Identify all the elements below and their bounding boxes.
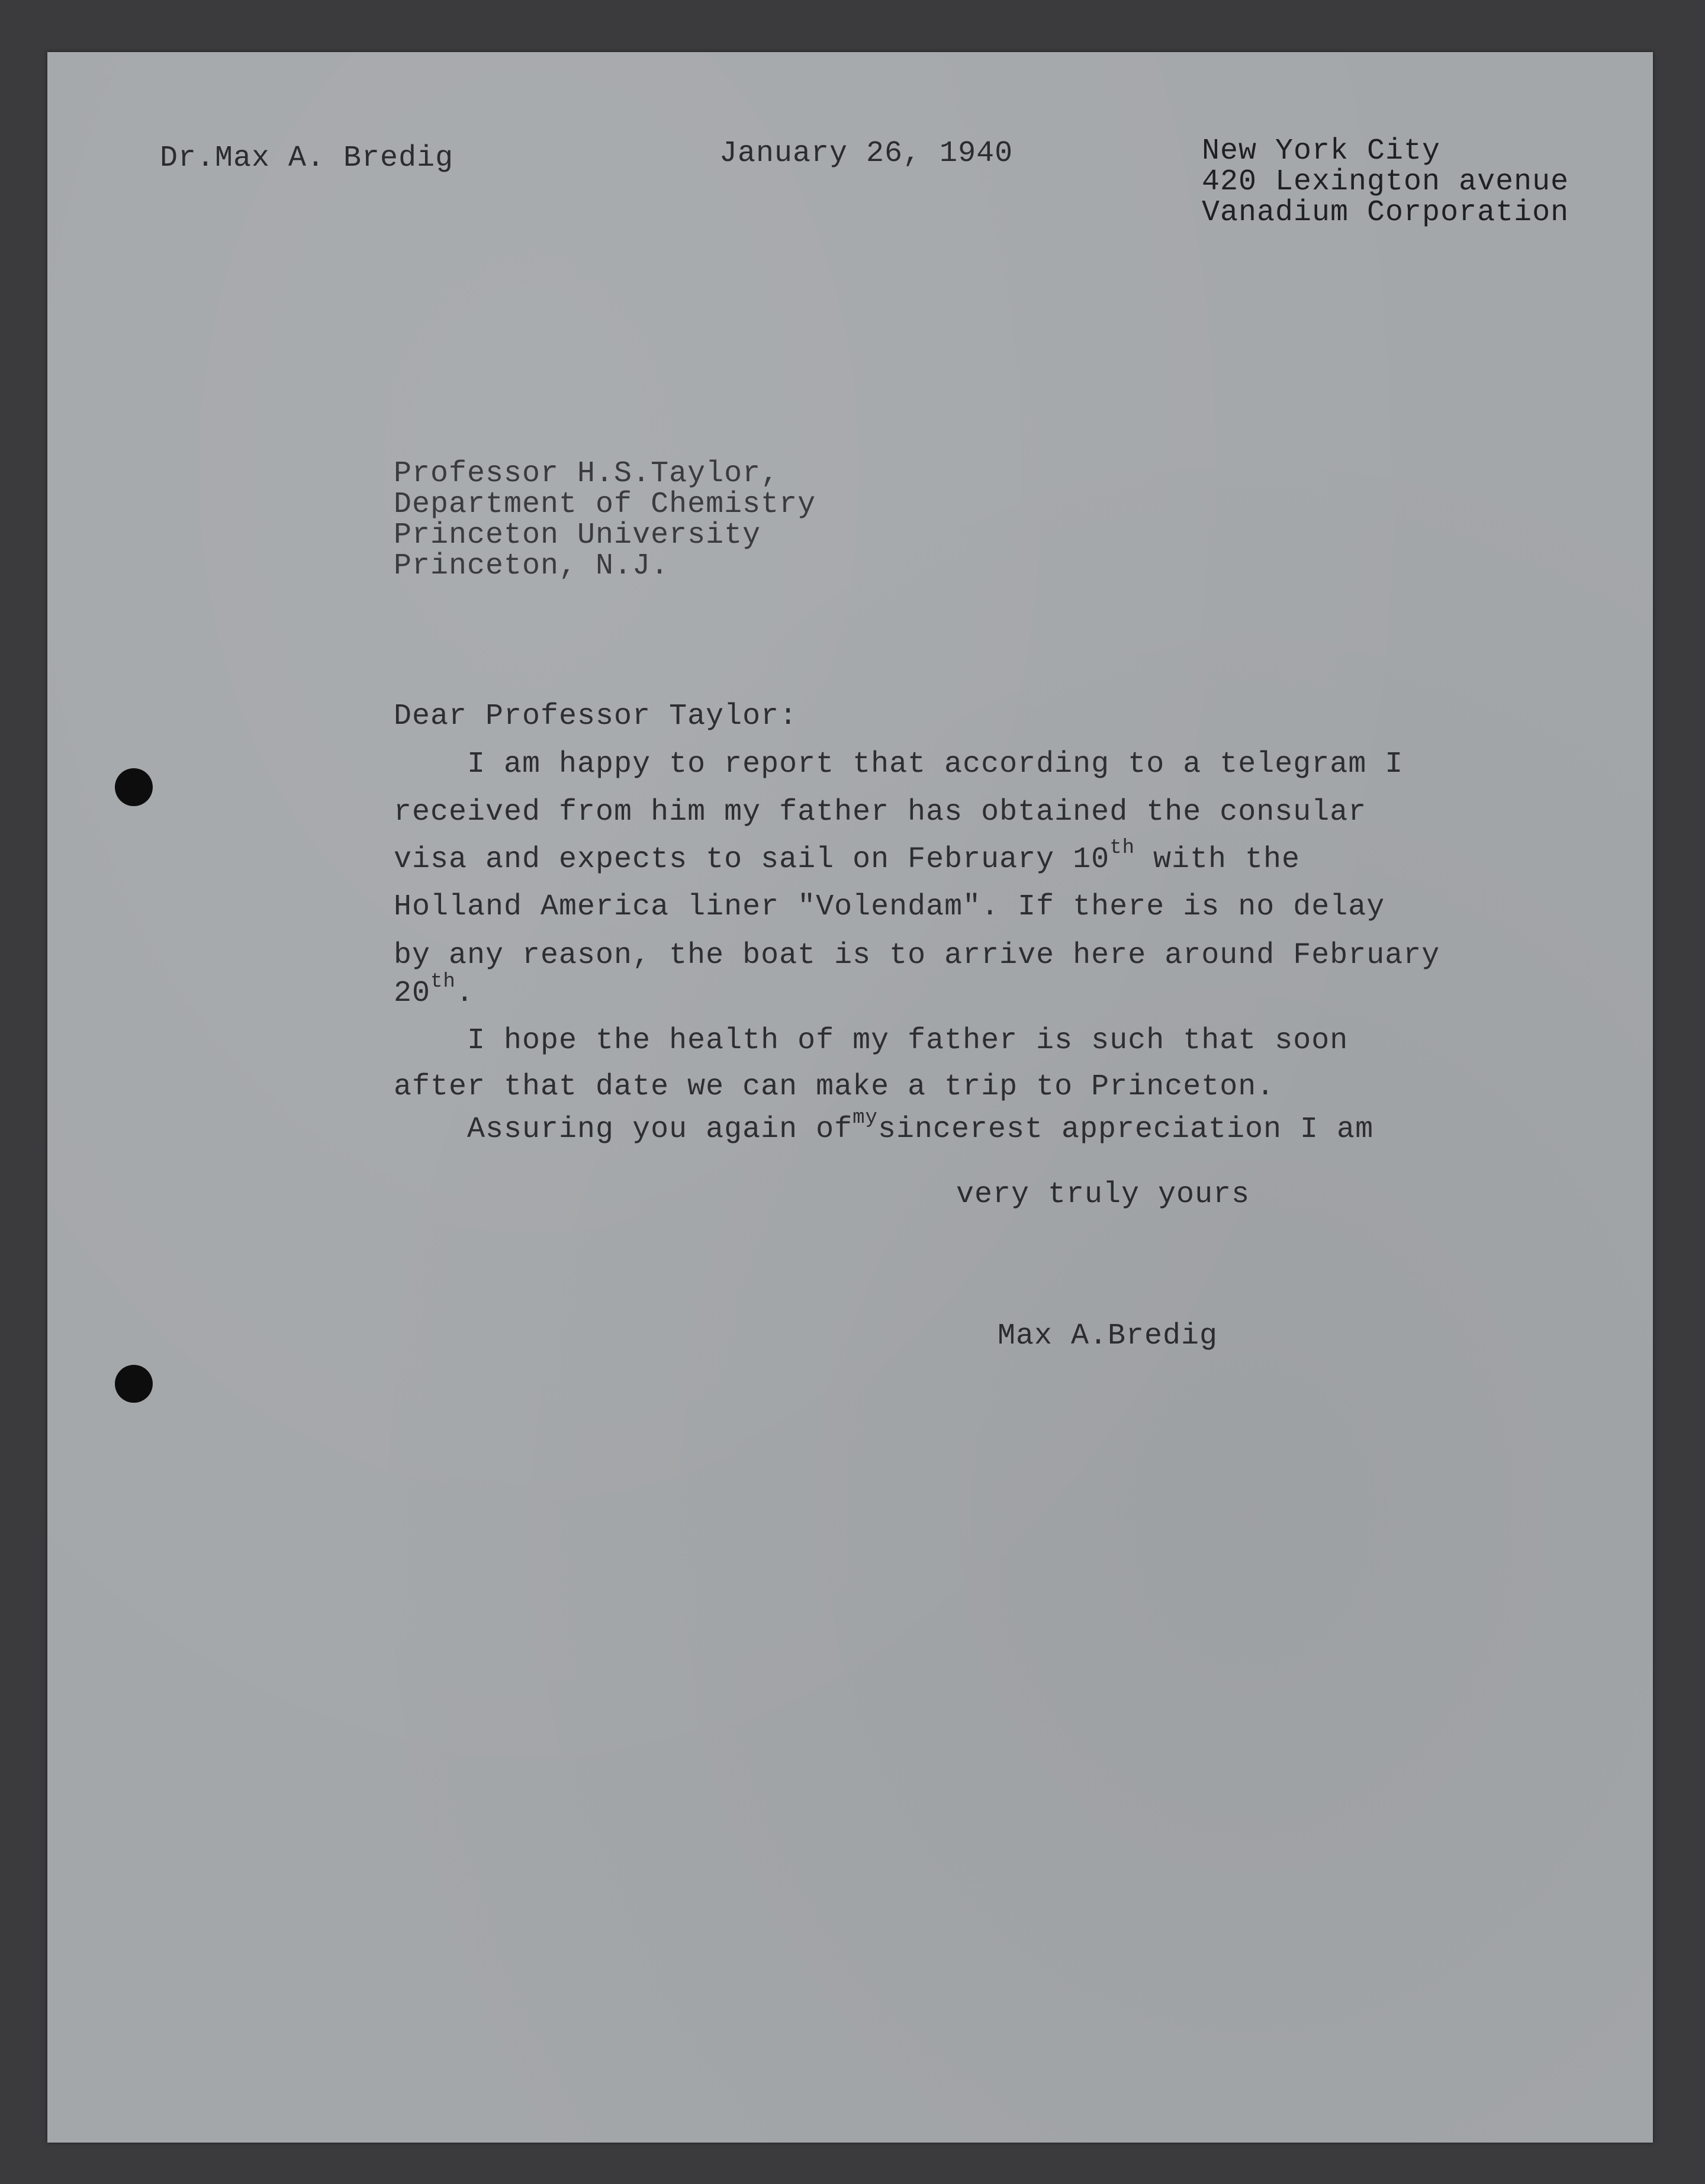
salutation: Dear Professor Taylor:: [394, 700, 798, 733]
sender-address: [1202, 136, 1569, 228]
body-text-segment: 20: [394, 977, 431, 1010]
recipient-line: Princeton, N.J.: [394, 549, 670, 583]
body-text-segment: with the: [1135, 843, 1301, 877]
letter-date: January 26, 1940: [719, 137, 1014, 170]
sender-name: Dr.Max A. Bredig: [160, 141, 454, 175]
ordinal-suffix: th: [430, 971, 456, 993]
recipient-line: Department of Chemistry: [394, 488, 816, 521]
body-line: [394, 971, 474, 1010]
valediction: very truly yours: [956, 1178, 1250, 1212]
punch-hole-bottom: [115, 1365, 153, 1403]
body-line: I hope the health of my father is such that soon: [394, 1024, 1349, 1058]
recipient-line: Princeton University: [394, 518, 761, 552]
recipient-line: Professor H.S.Taylor,: [394, 457, 780, 491]
body-text-segment: .: [455, 977, 474, 1010]
body-text-segment: visa and expects to sail on February 10: [394, 843, 1110, 877]
signature: Max A.Bredig: [998, 1319, 1218, 1353]
body-line: [394, 837, 1301, 877]
address-line: 420 Lexington avenue: [1202, 165, 1569, 199]
address-line: New York City: [1202, 134, 1441, 168]
body-text-segment: sincerest appreciation I am: [877, 1113, 1374, 1146]
punch-hole-top: [115, 768, 153, 806]
body-line: I am happy to report that according to a telegram I: [394, 748, 1404, 781]
handwritten-insertion: my: [852, 1107, 878, 1129]
body-line: received from him my father has obtained the consular: [394, 795, 1367, 829]
body-line: Holland America liner "Volendam". If there is no delay: [394, 890, 1385, 924]
recipient-address: [394, 459, 816, 582]
body-line: [394, 1107, 1374, 1146]
body-line: after that date we can make a trip to Princeton.: [394, 1070, 1275, 1104]
body-text-segment: Assuring you again of: [394, 1113, 853, 1146]
body-line: by any reason, the boat is to arrive here around February: [394, 939, 1440, 972]
ordinal-suffix: th: [1109, 837, 1135, 859]
address-line: Vanadium Corporation: [1202, 196, 1569, 230]
